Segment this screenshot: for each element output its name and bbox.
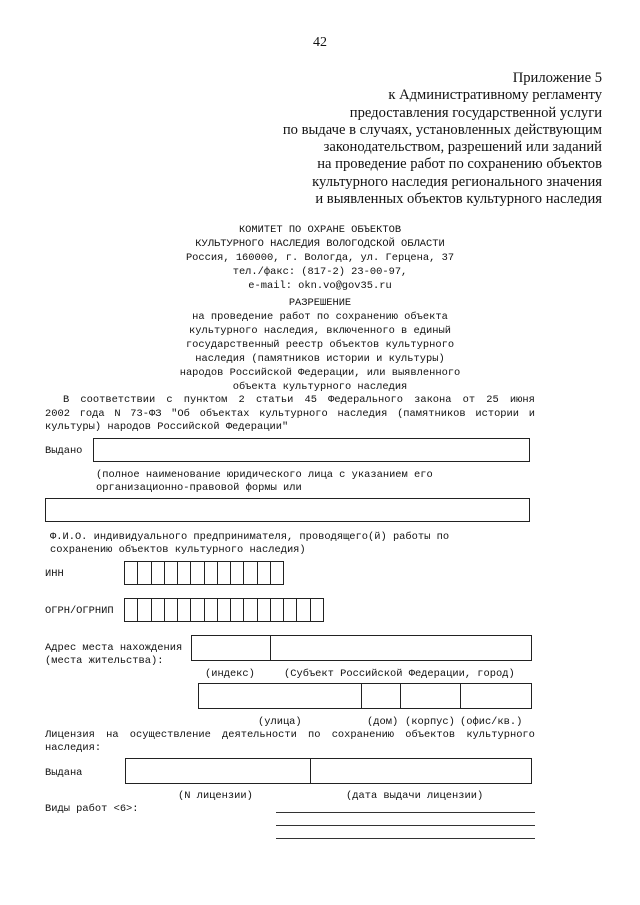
license-line: Лицензия на осуществление деятельности по сохранению объектов культурного: [45, 729, 535, 741]
building-hint: (корпус): [405, 716, 455, 728]
building-field[interactable]: [400, 683, 461, 709]
office-field[interactable]: [460, 683, 532, 709]
index-hint: (индекс): [205, 668, 255, 680]
appendix-line: по выдаче в случаях, установленных действующим: [282, 121, 602, 138]
permit-title-line: народов Российской Федерации, или выявленного: [179, 367, 461, 379]
street-field[interactable]: [198, 683, 362, 709]
region-city-field[interactable]: [270, 635, 532, 661]
license-date-hint: (дата выдачи лицензии): [346, 790, 484, 802]
subject-hint: (Субъект Российской Федерации, город): [284, 668, 515, 680]
appendix-line: к Административному регламенту: [388, 87, 602, 104]
permit-title-line: культурного наследия, включенного в единый: [189, 325, 451, 337]
inn-label: ИНН: [45, 568, 64, 580]
house-field[interactable]: [361, 683, 401, 709]
appendix-line: предоставления государственной услуги: [349, 104, 602, 121]
permit-title-line: государственный реестр объектов культурного: [185, 339, 455, 351]
license-number-hint: (N лицензии): [178, 790, 253, 802]
ogrn-field[interactable]: [124, 598, 324, 622]
office-hint: (офис/кв.): [460, 716, 523, 728]
committee-block: [0, 223, 640, 293]
committee-line: Россия, 160000, г. Вологда, ул. Герцена, 37: [185, 252, 455, 264]
license-line-2: наследия:: [45, 742, 102, 754]
license-date-field[interactable]: [310, 758, 532, 784]
work-types-line[interactable]: [276, 825, 535, 826]
license-number-field[interactable]: [125, 758, 311, 784]
committee-line: КОМИТЕТ ПО ОХРАНЕ ОБЪЕКТОВ: [238, 224, 402, 236]
appendix-line: Приложение 5: [512, 70, 602, 86]
permit-title-line: РАЗРЕШЕНИЕ: [288, 297, 352, 309]
legal-basis-paragraph: [45, 394, 535, 435]
address-label: Адрес места нахождения: [45, 642, 183, 654]
work-types-label: Виды работ <6>:: [45, 803, 139, 815]
permit-title-block: [0, 296, 640, 394]
street-hint: (улица): [258, 716, 302, 728]
legal-entity-hint: (полное наименование юридического лица с указанием его: [96, 469, 433, 481]
postal-index-field[interactable]: [191, 635, 271, 661]
appendix-line: на проведение работ по сохранению объектов: [317, 156, 602, 173]
permit-title-line: наследия (памятников истории и культуры): [195, 353, 445, 365]
appendix-header: [283, 70, 602, 208]
appendix-line: культурного наследия регионального значения: [312, 173, 602, 190]
permit-title-line: объекта культурного наследия: [232, 381, 408, 393]
legal-entity-hint: организационно-правовой формы или: [96, 482, 302, 494]
ogrn-label: ОГРН/ОГРНИП: [45, 605, 114, 617]
permit-title-line: на проведение работ по сохранению объекта: [192, 311, 448, 323]
issued-to-field[interactable]: [93, 438, 530, 462]
appendix-line: и выявленных объектов культурного наследия: [315, 191, 602, 208]
individual-hint: сохранению объектов культурного наследия): [50, 544, 306, 556]
issued-label: Выдано: [45, 445, 83, 457]
house-hint: (дом): [367, 716, 399, 728]
appendix-line: законодательством, разрешений или заданий: [323, 139, 602, 156]
page-number: 42: [313, 35, 327, 50]
individual-name-field[interactable]: [45, 498, 530, 522]
basis-line-1: В соответствии с пунктом 2 статьи 45 Федерального закона от 25 июня: [63, 394, 535, 406]
address-label: (места жительства):: [45, 655, 164, 667]
inn-field[interactable]: [124, 561, 284, 585]
basis-line-3: культуры) народов Российской Федерации": [45, 421, 289, 433]
committee-line: КУЛЬТУРНОГО НАСЛЕДИЯ ВОЛОГОДСКОЙ ОБЛАСТИ: [195, 238, 445, 250]
committee-line: тел./факс: (817-2) 23-00-97,: [232, 266, 408, 278]
license-issued-label: Выдана: [45, 767, 83, 779]
work-types-line[interactable]: [276, 838, 535, 839]
work-types-line[interactable]: [276, 812, 535, 813]
committee-line: e-mail: okn.vo@gov35.ru: [248, 280, 392, 292]
basis-line-2: 2002 года N 73-ФЗ "Об объектах культурного наследия (памятников истории и: [45, 407, 535, 420]
individual-hint: Ф.И.О. индивидуального предпринимателя, проводящего(й) работы по: [50, 531, 450, 543]
